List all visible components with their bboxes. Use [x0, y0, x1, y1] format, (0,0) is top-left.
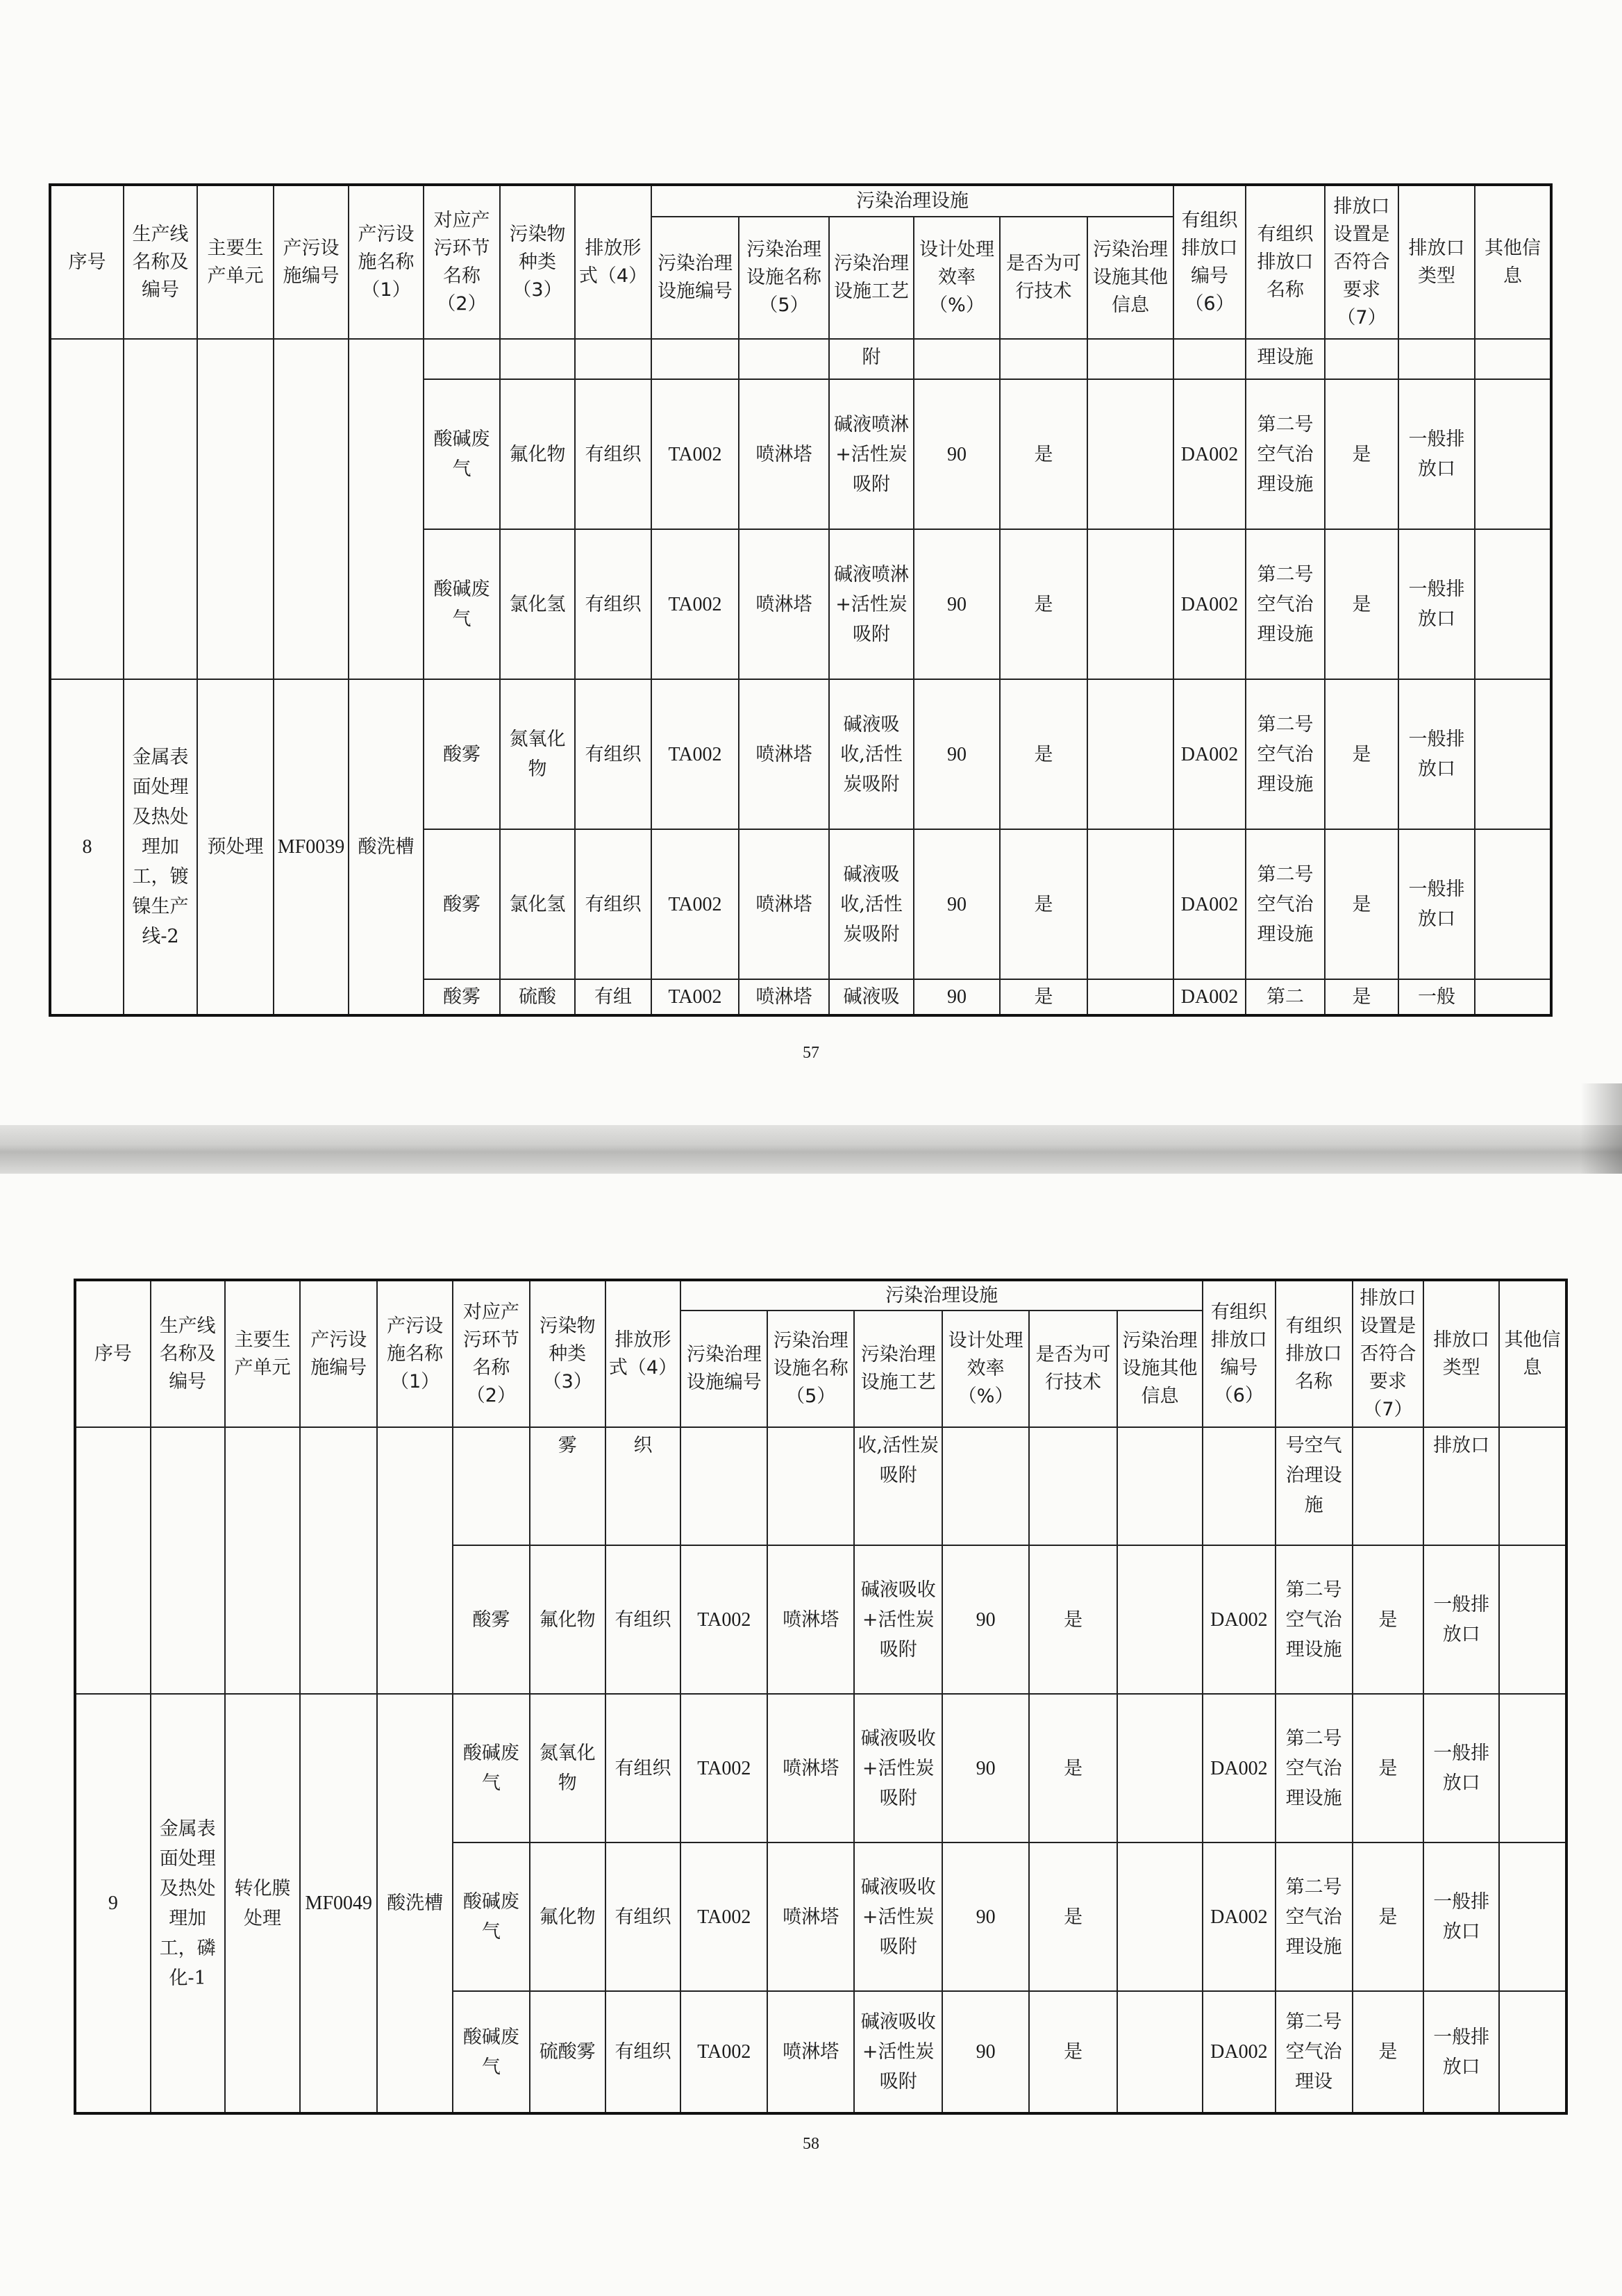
header-treat-process: 污染治理设施工艺 — [829, 217, 914, 339]
cell-node: 酸雾 — [424, 679, 500, 829]
header-pollutant: 污染物种类（3） — [500, 185, 575, 339]
cell-efficiency: 90 — [914, 379, 1000, 529]
cell-treat-name: 喷淋塔 — [739, 379, 829, 529]
cell-unit: 预处理 — [197, 679, 274, 1015]
cell-feasible: 是 — [1000, 529, 1087, 679]
cell-fac-name: 酸洗槽 — [349, 679, 424, 1015]
header-fac-no: 产污设施编号 — [274, 185, 349, 339]
cell-outlet-name: 第二号空气治理设施 — [1276, 1842, 1353, 1991]
header-treat-other: 污染治理设施其他信息 — [1117, 1311, 1203, 1427]
cell-discharge: 有组织 — [605, 1694, 681, 1842]
pollution-facility-table-p57 — [49, 183, 1553, 1017]
cell-outlet-type: 一般 — [1398, 979, 1475, 1015]
cell-efficiency: 90 — [914, 829, 1000, 979]
cell-outlet-type: 一般排放口 — [1423, 1545, 1499, 1694]
header-node: 对应产污环节名称（2） — [424, 185, 500, 339]
book-gutter — [0, 1125, 1622, 1174]
cell-pollutant: 氟化物 — [530, 1545, 605, 1694]
cell-node: 酸碱废气 — [453, 1991, 530, 2113]
cell-treat-no: TA002 — [680, 1842, 767, 1991]
cell-feasible: 是 — [1029, 1694, 1117, 1842]
header-outlet-name: 有组织排放口名称 — [1246, 185, 1325, 339]
header-line: 生产线名称及编号 — [124, 185, 197, 339]
cell-discharge: 有组织 — [575, 679, 651, 829]
cell-feasible: 是 — [1029, 1842, 1117, 1991]
cell-compliant: 是 — [1353, 1991, 1424, 2113]
header-discharge: 排放形式（4） — [605, 1280, 681, 1427]
header-treat-name: 污染治理设施名称（5） — [739, 217, 829, 339]
cell-efficiency: 90 — [942, 1842, 1029, 1991]
header-outlet-no: 有组织排放口编号（6） — [1203, 1280, 1276, 1427]
header-compliant: 排放口设置是否符合要求（7） — [1325, 185, 1398, 339]
cell-process: 碱液吸收+活性炭吸附 — [854, 1694, 942, 1842]
cell-compliant: 是 — [1325, 379, 1398, 529]
cell-pollutant: 氮氧化物 — [530, 1694, 605, 1842]
cell-line: 金属表面处理及热处理加工，镀镍生产线-2 — [124, 679, 197, 1015]
cell-outlet-no: DA002 — [1173, 829, 1246, 979]
header-line: 生产线名称及编号 — [151, 1280, 225, 1427]
header-feasible: 是否为可行技术 — [1029, 1311, 1117, 1427]
cell-fac-no: MF0039 — [274, 679, 349, 1015]
cell-outlet-no: DA002 — [1203, 1694, 1276, 1842]
cell-process: 碱液吸收+活性炭吸附 — [854, 1991, 942, 2113]
header-efficiency: 设计处理效率（%） — [942, 1311, 1029, 1427]
cell-fac-no: MF0049 — [300, 1694, 377, 2113]
cell-discharge: 有组织 — [605, 1842, 681, 1991]
header-node: 对应产污环节名称（2） — [453, 1280, 530, 1427]
cell-pollutant: 氯化氢 — [500, 829, 575, 979]
header-other: 其他信息 — [1499, 1280, 1566, 1427]
cell-treat-no: TA002 — [651, 829, 739, 979]
cell-outlet-no: DA002 — [1203, 1991, 1276, 2113]
header-unit: 主要生产单元 — [225, 1280, 301, 1427]
cell-seq: 9 — [75, 1694, 151, 2113]
cell-outlet-type: 一般排放口 — [1423, 1991, 1499, 2113]
cell-treat-no: TA002 — [651, 529, 739, 679]
cell-node: 酸雾 — [424, 979, 500, 1015]
cell-process: 碱液喷淋+活性炭吸附 — [829, 379, 914, 529]
cell-outlet-no: DA002 — [1203, 1545, 1276, 1694]
cell-compliant: 是 — [1353, 1842, 1424, 1991]
cell-discharge: 有组织 — [575, 829, 651, 979]
cell-process: 碱液喷淋+活性炭吸附 — [829, 529, 914, 679]
header-treatment-group: 污染治理设施 — [651, 185, 1173, 217]
header-seq: 序号 — [50, 185, 124, 339]
cell-outlet-name: 第二号空气治理设施 — [1246, 829, 1325, 979]
header-treatment-group: 污染治理设施 — [680, 1280, 1203, 1311]
cell-seq: 8 — [50, 679, 124, 1015]
cell-outlet-name: 第二号空气治理设施 — [1246, 529, 1325, 679]
cell-outlet-type: 一般排放口 — [1398, 529, 1475, 679]
cell-process: 收,活性炭吸附 — [854, 1427, 942, 1545]
cell-node: 酸雾 — [453, 1545, 530, 1694]
cell-outlet-name: 第二号空气治理设施 — [1276, 1545, 1353, 1694]
cell-outlet-name: 第二号空气治理设 — [1276, 1991, 1353, 2113]
table-row — [75, 1694, 1566, 1842]
cell-pollutant: 氟化物 — [500, 379, 575, 529]
cell-feasible: 是 — [1000, 379, 1087, 529]
cell-treat-name: 喷淋塔 — [739, 679, 829, 829]
cell-discharge: 有组织 — [605, 1991, 681, 2113]
cell-outlet-type: 一般排放口 — [1398, 679, 1475, 829]
header-seq: 序号 — [75, 1280, 151, 1427]
cell-outlet-name: 第二号空气治理设施 — [1246, 679, 1325, 829]
cell-treat-no: TA002 — [651, 979, 739, 1015]
header-treat-name: 污染治理设施名称（5） — [767, 1311, 854, 1427]
cell-outlet-no: DA002 — [1173, 529, 1246, 679]
header-fac-name: 产污设施名称（1） — [377, 1280, 453, 1427]
cell-outlet-type: 排放口 — [1423, 1427, 1499, 1545]
cell-efficiency: 90 — [942, 1545, 1029, 1694]
cell-treat-no: TA002 — [651, 379, 739, 529]
header-outlet-type: 排放口类型 — [1398, 185, 1475, 339]
cell-discharge: 有组 — [575, 979, 651, 1015]
cell-pollutant: 氯化氢 — [500, 529, 575, 679]
cell-treat-name: 喷淋塔 — [739, 529, 829, 679]
cell-compliant: 是 — [1325, 529, 1398, 679]
cell-discharge: 有组织 — [575, 379, 651, 529]
header-outlet-type: 排放口类型 — [1423, 1280, 1499, 1427]
cell-node: 酸碱废气 — [453, 1842, 530, 1991]
cell-outlet-type: 一般排放口 — [1398, 829, 1475, 979]
cell-outlet-no: DA002 — [1173, 379, 1246, 529]
cell-pollutant: 氟化物 — [530, 1842, 605, 1991]
cell-unit: 转化膜处理 — [225, 1694, 301, 2113]
cell-treat-no: TA002 — [651, 679, 739, 829]
cell-node: 酸碱废气 — [424, 379, 500, 529]
header-other: 其他信息 — [1475, 185, 1551, 339]
cell-compliant: 是 — [1353, 1545, 1424, 1694]
table-row — [50, 339, 1551, 379]
table-row — [50, 679, 1551, 829]
cell-compliant: 是 — [1353, 1694, 1424, 1842]
cell-fac-name: 酸洗槽 — [377, 1694, 453, 2113]
cell-pollutant: 氮氧化物 — [500, 679, 575, 829]
cell-discharge: 有组织 — [605, 1545, 681, 1694]
header-feasible: 是否为可行技术 — [1000, 217, 1087, 339]
header-unit: 主要生产单元 — [197, 185, 274, 339]
cell-feasible: 是 — [1000, 829, 1087, 979]
cell-process: 碱液吸收,活性炭吸附 — [829, 679, 914, 829]
cell-treat-name: 喷淋塔 — [739, 829, 829, 979]
cell-node: 酸雾 — [424, 829, 500, 979]
header-pollutant: 污染物种类（3） — [530, 1280, 605, 1427]
header-efficiency: 设计处理效率（%） — [914, 217, 1000, 339]
cell-discharge: 织 — [605, 1427, 681, 1545]
cell-line: 金属表面处理及热处理加工，磷化-1 — [151, 1694, 225, 2113]
cell-node: 酸碱废气 — [424, 529, 500, 679]
cell-treat-name: 喷淋塔 — [767, 1694, 854, 1842]
cell-efficiency: 90 — [914, 679, 1000, 829]
cell-treat-name: 喷淋塔 — [767, 1842, 854, 1991]
header-compliant: 排放口设置是否符合要求（7） — [1353, 1280, 1424, 1427]
cell-outlet-name: 号空气治理设施 — [1276, 1427, 1353, 1545]
header-treat-no: 污染治理设施编号 — [651, 217, 739, 339]
cell-compliant: 是 — [1325, 979, 1398, 1015]
cell-outlet-no: DA002 — [1173, 979, 1246, 1015]
header-fac-name: 产污设施名称（1） — [349, 185, 424, 339]
header-treat-process: 污染治理设施工艺 — [854, 1311, 942, 1427]
cell-process: 碱液吸 — [829, 979, 914, 1015]
header-discharge: 排放形式（4） — [575, 185, 651, 339]
pollution-facility-table-p58 — [74, 1279, 1568, 2115]
cell-treat-no: TA002 — [680, 1694, 767, 1842]
header-fac-no: 产污设施编号 — [300, 1280, 377, 1427]
cell-pollutant: 硫酸雾 — [530, 1991, 605, 2113]
cell-efficiency: 90 — [914, 529, 1000, 679]
cell-outlet-type: 一般排放口 — [1423, 1842, 1499, 1991]
cell-node: 酸碱废气 — [453, 1694, 530, 1842]
page-number: 57 — [803, 1044, 819, 1062]
cell-pollutant: 硫酸 — [500, 979, 575, 1015]
table-row — [75, 1427, 1566, 1545]
cell-outlet-no: DA002 — [1173, 679, 1246, 829]
header-outlet-no: 有组织排放口编号（6） — [1173, 185, 1246, 339]
cell-efficiency: 90 — [942, 1991, 1029, 2113]
cell-treat-name: 喷淋塔 — [767, 1991, 854, 2113]
cell-outlet-name: 第二 — [1246, 979, 1325, 1015]
cell-outlet-type: 一般排放口 — [1398, 379, 1475, 529]
cell-outlet-no: DA002 — [1203, 1842, 1276, 1991]
cell-treat-no: TA002 — [680, 1991, 767, 2113]
cell-efficiency: 90 — [942, 1694, 1029, 1842]
cell-pollutant: 雾 — [530, 1427, 605, 1545]
cell-feasible: 是 — [1029, 1991, 1117, 2113]
header-treat-no: 污染治理设施编号 — [680, 1311, 767, 1427]
cell-discharge: 有组织 — [575, 529, 651, 679]
page-number: 58 — [803, 2135, 819, 2153]
cell-outlet-name: 第二号空气治理设施 — [1246, 379, 1325, 529]
cell-process: 附 — [829, 339, 914, 379]
cell-treat-name: 喷淋塔 — [767, 1545, 854, 1694]
cell-outlet-name: 理设施 — [1246, 339, 1325, 379]
cell-feasible: 是 — [1000, 979, 1087, 1015]
cell-process: 碱液吸收+活性炭吸附 — [854, 1545, 942, 1694]
cell-process: 碱液吸收,活性炭吸附 — [829, 829, 914, 979]
cell-outlet-type: 一般排放口 — [1423, 1694, 1499, 1842]
cell-feasible: 是 — [1029, 1545, 1117, 1694]
cell-treat-name: 喷淋塔 — [739, 979, 829, 1015]
cell-compliant: 是 — [1325, 679, 1398, 829]
cell-feasible: 是 — [1000, 679, 1087, 829]
cell-compliant: 是 — [1325, 829, 1398, 979]
cell-efficiency: 90 — [914, 979, 1000, 1015]
header-treat-other: 污染治理设施其他信息 — [1087, 217, 1173, 339]
cell-outlet-name: 第二号空气治理设施 — [1276, 1694, 1353, 1842]
header-outlet-name: 有组织排放口名称 — [1276, 1280, 1353, 1427]
cell-process: 碱液吸收+活性炭吸附 — [854, 1842, 942, 1991]
cell-treat-no: TA002 — [680, 1545, 767, 1694]
